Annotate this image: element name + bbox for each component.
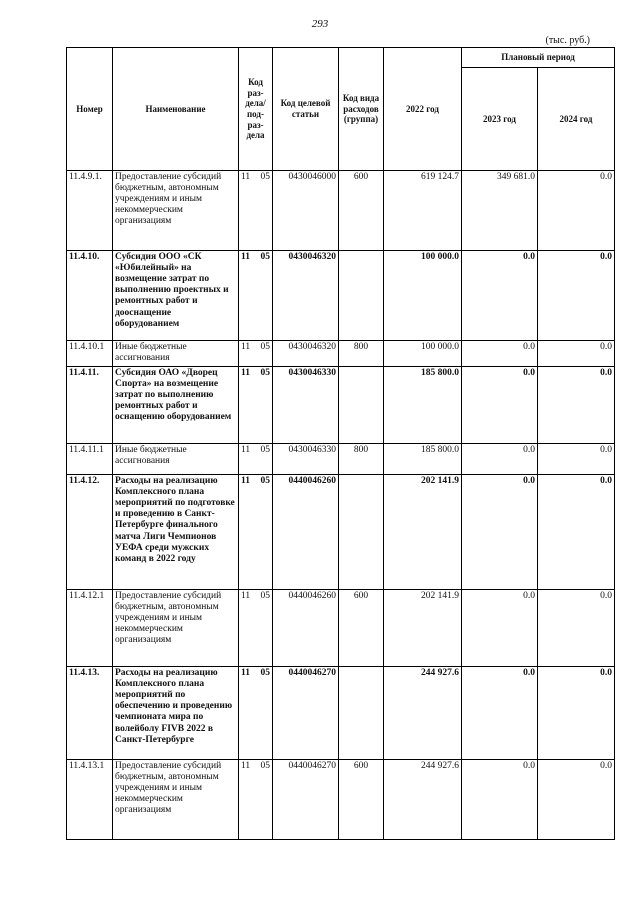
row-name: Предоставление субсидий бюджетным, автономным учреждениям и иным некоммерческим организациям <box>113 171 239 251</box>
header-kind-code: Код вида расходов (группа) <box>339 48 384 171</box>
row-section: 11 <box>239 341 252 367</box>
row-subsection: 05 <box>252 444 273 475</box>
row-target-code: 0440046270 <box>273 760 339 840</box>
header-2024: 2024 год <box>538 68 615 171</box>
row-section: 11 <box>239 367 252 444</box>
row-kind-code: 800 <box>339 444 384 475</box>
row-section: 11 <box>239 667 252 760</box>
row-amount-2023: 0.0 <box>462 667 538 760</box>
row-amount-2024: 0.0 <box>538 367 615 444</box>
row-number: 11.4.9.1. <box>67 171 113 251</box>
row-target-code: 0430046330 <box>273 444 339 475</box>
row-name: Расходы на реализацию Комплексного плана мероприятий по подготовке и проведению в Санкт-Петербурге финального матча Лиги Чемпионов УЕФА среди мужских команд в 2022 году <box>113 475 239 590</box>
row-amount-2022: 244 927.6 <box>384 667 462 760</box>
row-section: 11 <box>239 590 252 667</box>
header-section-code: Код раз-дела/ под-раз-дела <box>239 48 273 171</box>
row-name: Субсидия ООО «СК «Юбилейный» на возмещение затрат по выполнению проектных и ремонтных работ и дооснащение оборудованием <box>113 251 239 341</box>
row-section: 11 <box>239 760 252 840</box>
row-subsection: 05 <box>252 760 273 840</box>
row-name: Расходы на реализацию Комплексного плана мероприятий по обеспечению и проведению чемпионата мира по волейболу FIVB 2022 в Санкт-Петербурге <box>113 667 239 760</box>
row-name: Субсидия ОАО «Дворец Спорта» на возмещение затрат по выполнению ремонтных работ и оснащению оборудованием <box>113 367 239 444</box>
row-amount-2023: 0.0 <box>462 590 538 667</box>
row-amount-2023: 349 681.0 <box>462 171 538 251</box>
row-target-code: 0440046260 <box>273 475 339 590</box>
table-row <box>67 590 615 667</box>
header-planned-period: Плановый период <box>462 48 615 68</box>
table-row <box>67 475 615 590</box>
row-number: 11.4.12.1 <box>67 590 113 667</box>
row-kind-code: 600 <box>339 171 384 251</box>
header-target-code: Код целевой статьи <box>273 48 339 171</box>
row-kind-code <box>339 667 384 760</box>
row-kind-code <box>339 475 384 590</box>
header-number: Номер <box>67 48 113 171</box>
row-target-code: 0440046260 <box>273 590 339 667</box>
row-amount-2024: 0.0 <box>538 341 615 367</box>
row-number: 11.4.12. <box>67 475 113 590</box>
row-number: 11.4.13.1 <box>67 760 113 840</box>
row-subsection: 05 <box>252 367 273 444</box>
row-amount-2023: 0.0 <box>462 341 538 367</box>
row-target-code: 0430046000 <box>273 171 339 251</box>
row-amount-2023: 0.0 <box>462 760 538 840</box>
row-subsection: 05 <box>252 251 273 341</box>
row-target-code: 0430046330 <box>273 367 339 444</box>
row-amount-2024: 0.0 <box>538 251 615 341</box>
row-number: 11.4.13. <box>67 667 113 760</box>
row-amount-2023: 0.0 <box>462 444 538 475</box>
table-row <box>67 341 615 367</box>
row-amount-2022: 100 000.0 <box>384 341 462 367</box>
row-amount-2022: 202 141.9 <box>384 590 462 667</box>
table-row <box>67 367 615 444</box>
row-amount-2024: 0.0 <box>538 667 615 760</box>
row-amount-2022: 185 800.0 <box>384 444 462 475</box>
row-name: Предоставление субсидий бюджетным, автономным учреждениям и иным некоммерческим организациям <box>113 760 239 840</box>
row-amount-2024: 0.0 <box>538 475 615 590</box>
row-subsection: 05 <box>252 475 273 590</box>
row-subsection: 05 <box>252 590 273 667</box>
table-row <box>67 444 615 475</box>
row-section: 11 <box>239 444 252 475</box>
row-number: 11.4.11.1 <box>67 444 113 475</box>
row-target-code: 0430046320 <box>273 341 339 367</box>
row-name: Иные бюджетные ассигнования <box>113 444 239 475</box>
row-kind-code <box>339 367 384 444</box>
table-row <box>67 251 615 341</box>
row-number: 11.4.11. <box>67 367 113 444</box>
row-kind-code: 800 <box>339 341 384 367</box>
table-row <box>67 760 615 840</box>
row-name: Иные бюджетные ассигнования <box>113 341 239 367</box>
row-amount-2022: 100 000.0 <box>384 251 462 341</box>
row-subsection: 05 <box>252 171 273 251</box>
row-amount-2022: 619 124.7 <box>384 171 462 251</box>
row-amount-2024: 0.0 <box>538 760 615 840</box>
table-row <box>67 171 615 251</box>
row-kind-code: 600 <box>339 590 384 667</box>
row-section: 11 <box>239 171 252 251</box>
header-name: Наименование <box>113 48 239 171</box>
row-target-code: 0440046270 <box>273 667 339 760</box>
row-amount-2023: 0.0 <box>462 475 538 590</box>
row-section: 11 <box>239 251 252 341</box>
row-number: 11.4.10. <box>67 251 113 341</box>
row-subsection: 05 <box>252 667 273 760</box>
table-row <box>67 667 615 760</box>
row-amount-2023: 0.0 <box>462 367 538 444</box>
row-number: 11.4.10.1 <box>67 341 113 367</box>
row-name: Предоставление субсидий бюджетным, автономным учреждениям и иным некоммерческим организациям <box>113 590 239 667</box>
row-amount-2022: 185 800.0 <box>384 367 462 444</box>
row-section: 11 <box>239 475 252 590</box>
budget-table <box>66 47 615 840</box>
row-amount-2024: 0.0 <box>538 444 615 475</box>
row-target-code: 0430046320 <box>273 251 339 341</box>
header-2022: 2022 год <box>384 48 462 171</box>
page-number: 293 <box>311 18 329 30</box>
row-subsection: 05 <box>252 341 273 367</box>
row-kind-code: 600 <box>339 760 384 840</box>
row-amount-2024: 0.0 <box>538 171 615 251</box>
row-amount-2022: 202 141.9 <box>384 475 462 590</box>
row-kind-code <box>339 251 384 341</box>
row-amount-2023: 0.0 <box>462 251 538 341</box>
row-amount-2022: 244 927.6 <box>384 760 462 840</box>
units-label: (тыс. руб.) <box>545 35 590 46</box>
row-amount-2024: 0.0 <box>538 590 615 667</box>
header-2023: 2023 год <box>462 68 538 171</box>
